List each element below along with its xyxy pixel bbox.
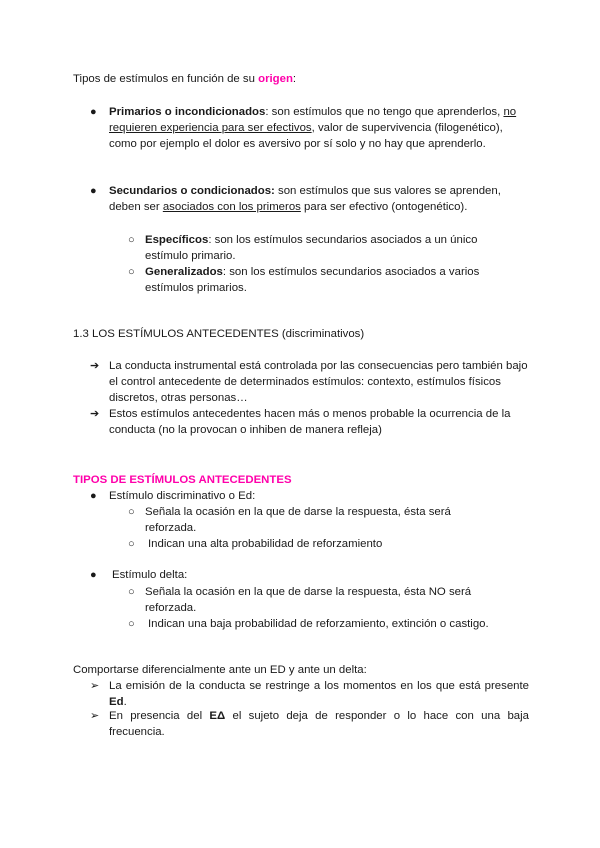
primarios-text2: , valor de supervivencia (filogenético), como por ejemplo el dolor es aversivo por sí solo y no hay que aprenderlo. (109, 122, 503, 150)
intro-suffix: : (292, 73, 297, 85)
generalizados-item (145, 264, 515, 296)
secundarios-title: Secundarios o condicionados: (109, 185, 275, 197)
intro-text: Tipos de estímulos en función de su (73, 73, 259, 85)
especificos-text: : son los estímulos secundarios asociados a un único estímulo primario. (145, 234, 478, 262)
arrow-icon: ➔ (90, 408, 100, 420)
primarios-text1: : son estímulos que no tengo que aprenderlos, (265, 106, 504, 118)
bullet-ed: ● (90, 490, 97, 502)
delta-subitem-2: Indican una baja probabilidad de reforzamiento, extinción o castigo. (148, 618, 489, 630)
arrowhead-icon: ➢ (90, 680, 100, 692)
tipos-heading: TIPOS DE ESTÍMULOS ANTECEDENTES (73, 474, 292, 486)
secundarios-text1: son estímulos que sus valores se aprenden, deben ser (109, 185, 501, 213)
secundarios-paragraph (109, 183, 529, 215)
especificos-item (145, 232, 515, 264)
arrow-icon: ➔ (90, 360, 100, 372)
comportarse-item-1 (109, 678, 529, 710)
bullet-delta-sub-2: ○ (128, 618, 135, 630)
comportarse-item-2 (109, 708, 529, 740)
bullet-generalizados: ○ (128, 266, 135, 278)
comportarse-item-1-bold: Ed (109, 696, 124, 708)
ed-subitem-1: Señala la ocasión en la que de darse la respuesta, ésta será reforzada. (145, 506, 451, 534)
intro-highlight: origen (258, 73, 293, 85)
ed-label: Estímulo discriminativo o Ed: (109, 490, 256, 502)
section-heading: 1.3 LOS ESTÍMULOS ANTECEDENTES (discriminativos) (73, 328, 365, 340)
primarios-title: Primarios o incondicionados (109, 106, 266, 118)
bullet-secundarios: ● (90, 185, 97, 197)
arrowhead-icon: ➢ (90, 710, 100, 722)
bullet-ed-sub-2: ○ (128, 538, 135, 550)
bullet-primarios: ● (90, 106, 97, 118)
primarios-paragraph (109, 104, 529, 152)
delta-subitem-1: Señala la ocasión en la que de darse la respuesta, ésta NO será reforzada. (145, 586, 472, 614)
bullet-especificos: ○ (128, 234, 135, 246)
especificos-title: Específicos (145, 234, 209, 246)
bullet-delta-sub-1: ○ (128, 586, 135, 598)
delta-label: Estímulo delta: (112, 569, 188, 581)
comportarse-item-2-text: el sujeto deja de responder o lo hace con una baja frecuencia. (109, 710, 529, 738)
comportarse-item-2-prefix: En presencia del (109, 710, 210, 722)
arrow-item-1: La conducta instrumental está controlada por las consecuencias pero también bajo el control antecedente de determinados estímulos: contexto, estímulos físicos discretos, otras personas… (109, 360, 528, 404)
intro-line (73, 71, 533, 87)
bullet-delta: ● (90, 569, 97, 581)
generalizados-title: Generalizados (145, 266, 223, 278)
comportarse-intro: Comportarse diferencialmente ante un ED y ante un delta: (73, 664, 367, 676)
arrow-item-2: Estos estímulos antecedentes hacen más o menos probable la ocurrencia de la conducta (no la provocan o inhiben de manera refleja) (109, 408, 511, 436)
primarios-underlined: no requieren experiencia para ser efectivos (109, 106, 517, 134)
ed-subitem-2: Indican una alta probabilidad de reforzamiento (148, 538, 383, 550)
comportarse-item-2-bold: EΔ (209, 710, 226, 722)
comportarse-item-1-suffix: . (123, 696, 127, 708)
secundarios-underlined: asociados con los primeros (162, 201, 301, 213)
bullet-ed-sub-1: ○ (128, 506, 135, 518)
generalizados-text: : son los estímulos secundarios asociados a varios estímulos primarios. (145, 266, 480, 294)
comportarse-item-1-text: La emisión de la conducta se restringe a los momentos en los que está presente (109, 680, 529, 692)
secundarios-text2: para ser efectivo (ontogenético). (300, 201, 468, 213)
